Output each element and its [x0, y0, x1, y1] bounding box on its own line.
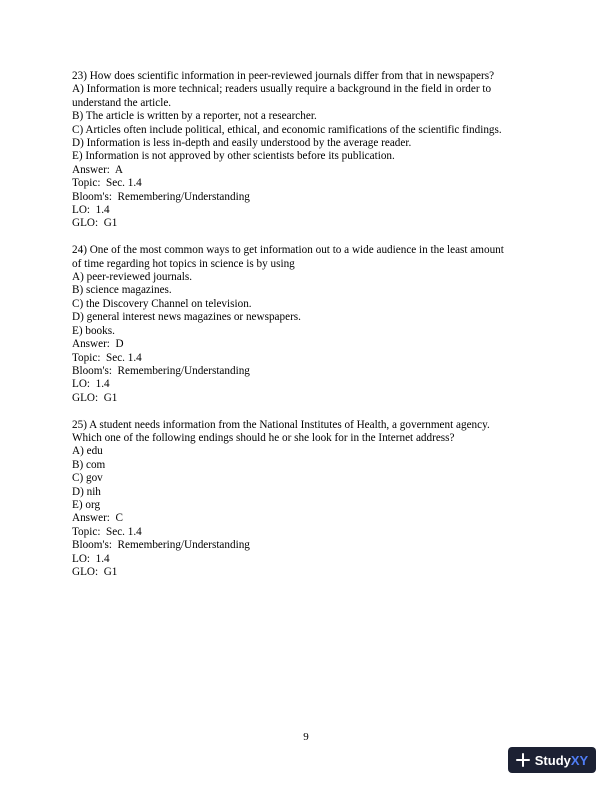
answer-option: D) Information is less in-depth and easily understood by the average reader. [72, 137, 412, 150]
glo-label: GLO: G1 [72, 566, 118, 578]
plus-icon [516, 753, 530, 767]
topic-label: Topic: Sec. 1.4 [72, 525, 142, 538]
answer-option: B) com [72, 458, 106, 471]
answer-key: Answer: C [72, 512, 123, 525]
answer-option: A) edu [72, 445, 103, 458]
answer-option: E) books. [72, 324, 115, 337]
answer-option: C) the Discovery Channel on television. [72, 297, 252, 310]
blooms-label: Bloom's: Remembering/Understanding [72, 539, 250, 552]
page-content [72, 70, 542, 593]
blooms-label: Bloom's: Remembering/Understanding [72, 364, 250, 377]
glo-label: GLO: G1 [72, 217, 118, 230]
question-stem-line: 23) How does scientific information in peer-reviewed journals differ from that in newspapers? [72, 70, 495, 82]
answer-option: B) The article is written by a reporter, not a researcher. [72, 110, 317, 123]
glo-label: GLO: G1 [72, 391, 118, 404]
question-25 [72, 419, 542, 580]
topic-label: Topic: Sec. 1.4 [72, 177, 142, 190]
question-23 [72, 70, 542, 231]
answer-key: Answer: D [72, 338, 124, 351]
answer-key: Answer: A [72, 163, 123, 176]
answer-option: B) science magazines. [72, 284, 172, 297]
lo-label: LO: 1.4 [72, 378, 110, 391]
question-24 [72, 244, 542, 405]
lo-label: LO: 1.4 [72, 204, 110, 217]
answer-option: D) nih [72, 485, 101, 498]
badge-brand-accent: XY [570, 752, 589, 768]
lo-label: LO: 1.4 [72, 552, 110, 565]
badge-brand-main: Study [534, 752, 571, 768]
question-stem-line: Which one of the following endings should he or she look for in the Internet address? [72, 431, 455, 444]
page-number: 9 [303, 731, 309, 743]
blooms-label: Bloom's: Remembering/Understanding [72, 190, 250, 203]
answer-option: C) gov [72, 472, 103, 485]
answer-option: understand the article. [72, 96, 172, 109]
question-stem-line: of time regarding hot topics in science is by using [72, 257, 295, 270]
topic-label: Topic: Sec. 1.4 [72, 351, 142, 364]
question-stem-line: 24) One of the most common ways to get information out to a wide audience in the least amount [72, 244, 504, 257]
answer-option: E) Information is not approved by other scientists before its publication. [72, 150, 395, 163]
answer-option: A) Information is more technical; readers usually require a background in the field in order to [72, 83, 492, 96]
answer-option: E) org [72, 498, 101, 511]
answer-option: D) general interest news magazines or newspapers. [72, 311, 301, 324]
answer-option: A) peer-reviewed journals. [72, 271, 192, 284]
studyxy-badge[interactable] [508, 747, 596, 773]
question-stem-line: 25) A student needs information from the National Institutes of Health, a government agency. [72, 418, 490, 431]
answer-option: C) Articles often include political, ethical, and economic ramifications of the scientific findings. [72, 123, 502, 136]
